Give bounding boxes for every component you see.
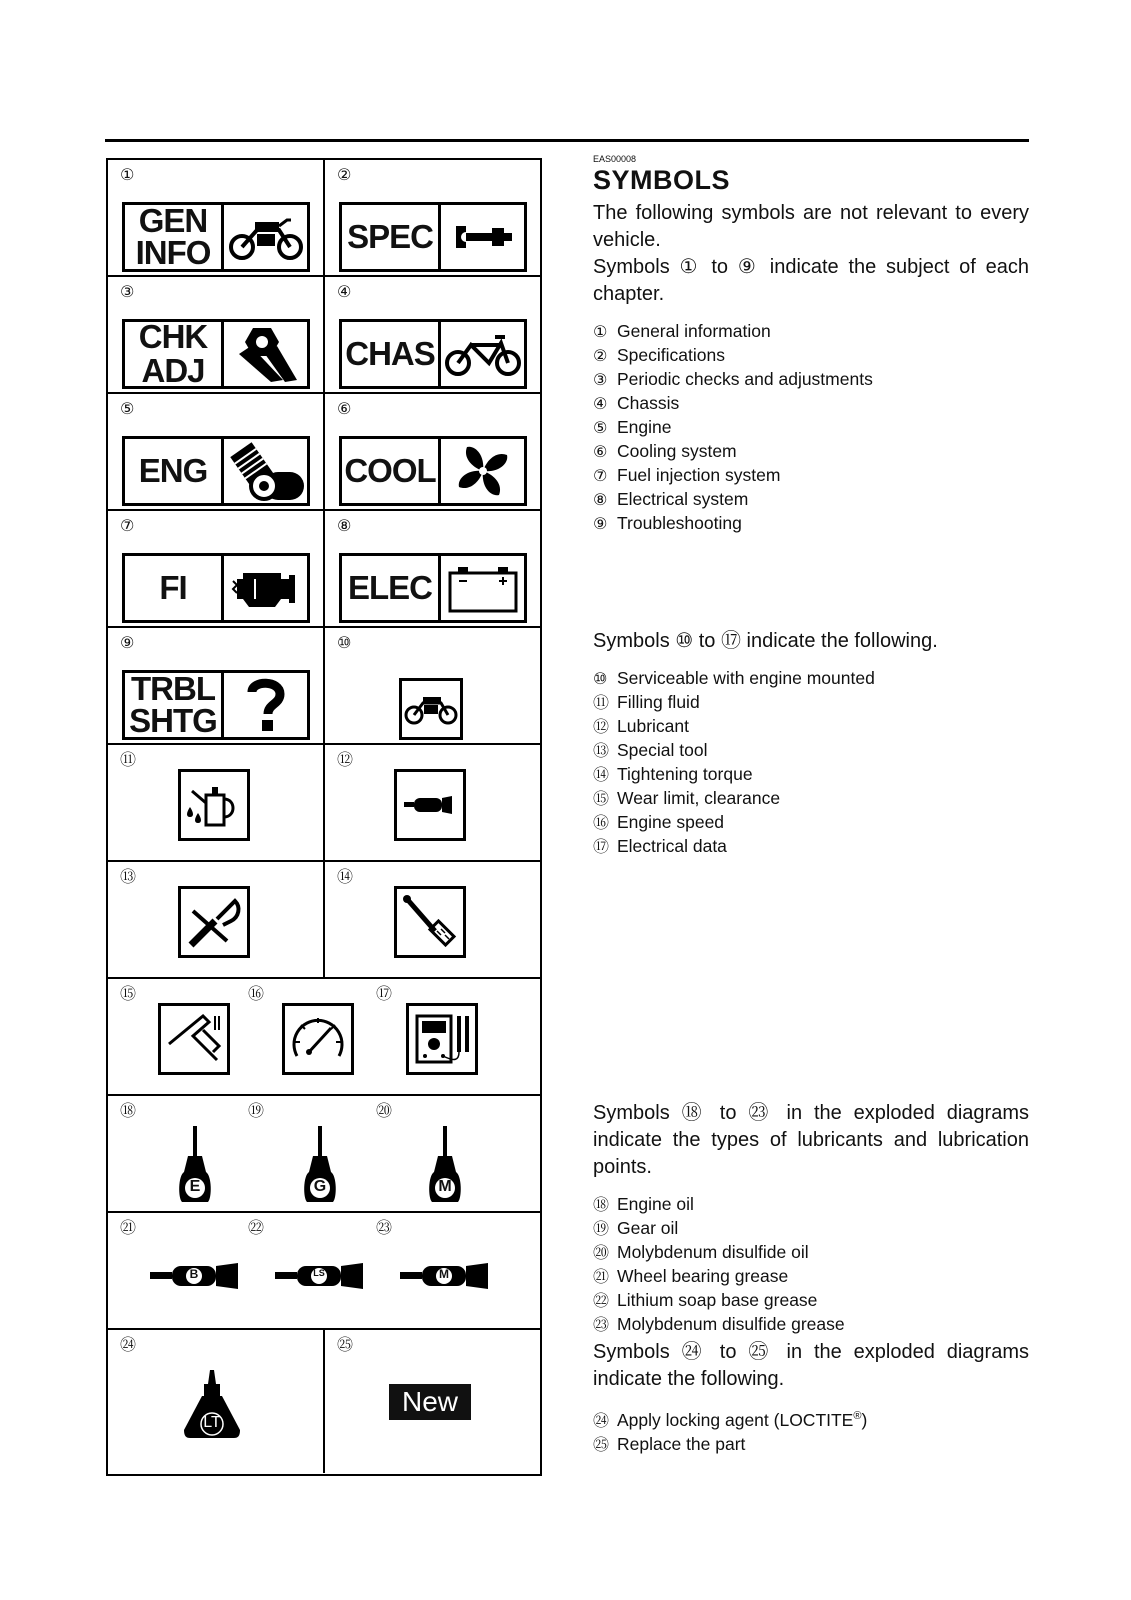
section-3 <box>593 1100 1029 1337</box>
multimeter-icon <box>406 1003 478 1075</box>
symbol-number: ⑨ <box>120 635 135 652</box>
fan-icon <box>441 439 524 503</box>
symbol-number: ⑩ <box>337 635 352 652</box>
caliper-icon <box>158 1003 230 1075</box>
grid-row <box>108 511 540 628</box>
symbol-grid <box>106 158 542 1476</box>
wrench-icon <box>224 322 307 386</box>
grid-row <box>108 277 540 394</box>
service-symbol-list <box>593 667 1029 859</box>
list-item: ⑩ Serviceable with engine mounted <box>593 668 875 688</box>
oil-can-icon <box>178 769 250 841</box>
grid-row <box>108 745 540 862</box>
symbol-number: ⑧ <box>337 518 352 535</box>
part-symbol-list <box>593 1405 1029 1457</box>
symbol-cell-gen-info <box>108 160 325 275</box>
list-item: ⑯ Engine speed <box>593 812 725 832</box>
list-item: ⑰ Electrical data <box>593 836 727 856</box>
section-4 <box>593 1339 1029 1457</box>
grease-tube-lithium-icon: LS <box>275 1261 367 1291</box>
symbol-cell-spec <box>325 160 539 275</box>
grid-row <box>108 1213 540 1330</box>
symbol-cell-special-tool <box>108 862 325 977</box>
list-item: ⑪ Filling fluid <box>593 692 700 712</box>
grid-row <box>108 394 540 511</box>
symbol-number: ㉕ <box>337 1337 354 1354</box>
symbol-cell-replace-part <box>325 1330 539 1473</box>
symbol-number: ⑬ <box>120 869 137 886</box>
list-item: ㉒ Lithium soap base grease <box>593 1290 818 1310</box>
symbol-cell-elec <box>325 511 539 626</box>
engine-mounted-icon <box>399 678 463 740</box>
symbol-cell-lubricant <box>325 745 539 860</box>
symbol-cell-group-21-23 <box>108 1213 540 1328</box>
special-tool-icon <box>178 886 250 958</box>
chapter-symbols-paragraph: Symbols ① to ⑨ indicate the subject of each chapter. <box>593 256 1029 305</box>
grease-tube-moly-icon: M <box>400 1261 492 1291</box>
lubricant-symbols-paragraph: Symbols ⑱ to ㉓ in the exploded diagrams indicate the types of lubricants and lubrication points. <box>593 1102 1029 1178</box>
tachometer-icon <box>282 1003 354 1075</box>
symbol-cell-cool <box>325 394 539 509</box>
list-item: ㉑ Wheel bearing grease <box>593 1266 789 1286</box>
gen-info-label: GEN INFO <box>122 202 310 272</box>
list-item: ㉔ Apply locking agent (LOCTITE®) <box>593 1409 868 1430</box>
symbol-number: ⑤ <box>120 401 135 418</box>
list-item: ⑦ Fuel injection system <box>593 465 781 485</box>
oil-bottle-moly-icon: M <box>428 1126 462 1206</box>
symbol-cell-chas <box>325 277 539 392</box>
symbol-cell-trbl-shtg <box>108 628 325 743</box>
symbol-number: ㉒ <box>248 1220 265 1237</box>
symbol-number: ⑱ <box>120 1103 137 1120</box>
battery-icon <box>441 556 524 620</box>
motorcycle-icon <box>224 205 307 269</box>
symbol-cell-engine-mounted <box>325 628 539 743</box>
oil-bottle-gear-icon: G <box>303 1126 337 1206</box>
symbol-number: ⑭ <box>337 869 354 886</box>
symbol-number: ⑳ <box>376 1103 393 1120</box>
list-item: ⑭ Tightening torque <box>593 764 753 784</box>
engine-cylinder-icon <box>224 439 307 503</box>
list-item: ㉓ Molybdenum disulfide grease <box>593 1314 845 1334</box>
symbol-number: ⑮ <box>120 986 137 1003</box>
symbol-number: ㉓ <box>376 1220 393 1237</box>
grid-row <box>108 1096 540 1213</box>
symbol-number: ⑦ <box>120 518 135 535</box>
list-item: ⑱ Engine oil <box>593 1194 694 1214</box>
symbol-number: ⑲ <box>248 1103 265 1120</box>
list-item: ⑤ Engine <box>593 417 672 437</box>
lubricant-symbol-list <box>593 1193 1029 1337</box>
section-code: EAS00008 <box>593 154 637 164</box>
grid-row <box>108 160 540 277</box>
engine-block-icon <box>224 556 307 620</box>
list-item: ㉕ Replace the part <box>593 1433 746 1454</box>
chk-adj-label: CHK ADJ <box>122 319 310 389</box>
part-symbols-paragraph: Symbols ㉔ to ㉕ in the exploded diagrams indicate the following. <box>593 1341 1029 1390</box>
list-item: ⑮ Wear limit, clearance <box>593 788 781 808</box>
list-item: ⑳ Molybdenum disulfide oil <box>593 1242 809 1262</box>
symbol-number: ⑯ <box>248 986 265 1003</box>
new-badge: New <box>389 1384 471 1420</box>
locking-agent-bottle-icon: LT <box>182 1370 242 1440</box>
symbol-cell-chk-adj <box>108 277 325 392</box>
symbol-number: ㉑ <box>120 1220 137 1237</box>
trbl-shtg-label: TRBL SHTG <box>122 670 310 740</box>
symbol-cell-filling-fluid <box>108 745 325 860</box>
grid-row <box>108 628 540 745</box>
list-item: ⑧ Electrical system <box>593 489 749 509</box>
symbol-number: ③ <box>120 284 135 301</box>
grid-row <box>108 979 540 1096</box>
list-item: ⑨ Troubleshooting <box>593 513 742 533</box>
fi-label: FI <box>122 553 310 623</box>
spec-label: SPEC <box>339 202 527 272</box>
eng-label: ENG <box>122 436 310 506</box>
list-item: ⑫ Lubricant <box>593 716 689 736</box>
symbol-number: ⑫ <box>337 752 354 769</box>
chassis-bike-icon <box>441 322 524 386</box>
question-mark-icon <box>224 673 307 737</box>
grid-row <box>108 862 540 979</box>
list-item: ③ Periodic checks and adjustments <box>593 369 873 389</box>
page-title: SYMBOLS <box>593 165 731 195</box>
symbol-cell-tightening-torque <box>325 862 539 977</box>
grid-row <box>108 1330 540 1473</box>
symbol-cell-group-15-17 <box>108 979 540 1094</box>
section-1 <box>593 200 1029 536</box>
grease-tube-wheel-bearing-icon: B <box>150 1261 242 1291</box>
grease-tube-icon <box>394 769 466 841</box>
symbol-number: ④ <box>337 284 352 301</box>
torque-wrench-icon <box>394 886 466 958</box>
list-item: ⑬ Special tool <box>593 740 708 760</box>
symbol-number: ㉔ <box>120 1337 137 1354</box>
service-symbols-paragraph: Symbols ⑩ to ⑰ indicate the following. <box>593 630 938 652</box>
list-item: ④ Chassis <box>593 393 680 413</box>
symbol-number: ⑥ <box>337 401 352 418</box>
symbol-number: ① <box>120 167 135 184</box>
oil-bottle-engine-icon: E <box>178 1126 212 1206</box>
top-rule <box>105 139 1029 142</box>
symbol-cell-eng <box>108 394 325 509</box>
section-2 <box>593 628 1029 859</box>
elec-label: ELEC <box>339 553 527 623</box>
cool-label: COOL <box>339 436 527 506</box>
symbol-number: ② <box>337 167 352 184</box>
symbol-cell-locking-agent <box>108 1330 325 1473</box>
chapter-symbol-list <box>593 320 1029 536</box>
symbol-cell-fi <box>108 511 325 626</box>
list-item: ② Specifications <box>593 345 725 365</box>
spec-tool-icon <box>441 205 524 269</box>
symbol-cell-group-18-20 <box>108 1096 540 1211</box>
list-item: ⑥ Cooling system <box>593 441 737 461</box>
intro-paragraph: The following symbols are not relevant to every vehicle. <box>593 202 1029 251</box>
list-item: ⑲ Gear oil <box>593 1218 679 1238</box>
list-item: ① General information <box>593 321 771 341</box>
chas-label: CHAS <box>339 319 527 389</box>
symbol-number: ⑪ <box>120 752 137 769</box>
symbol-number: ⑰ <box>376 986 393 1003</box>
